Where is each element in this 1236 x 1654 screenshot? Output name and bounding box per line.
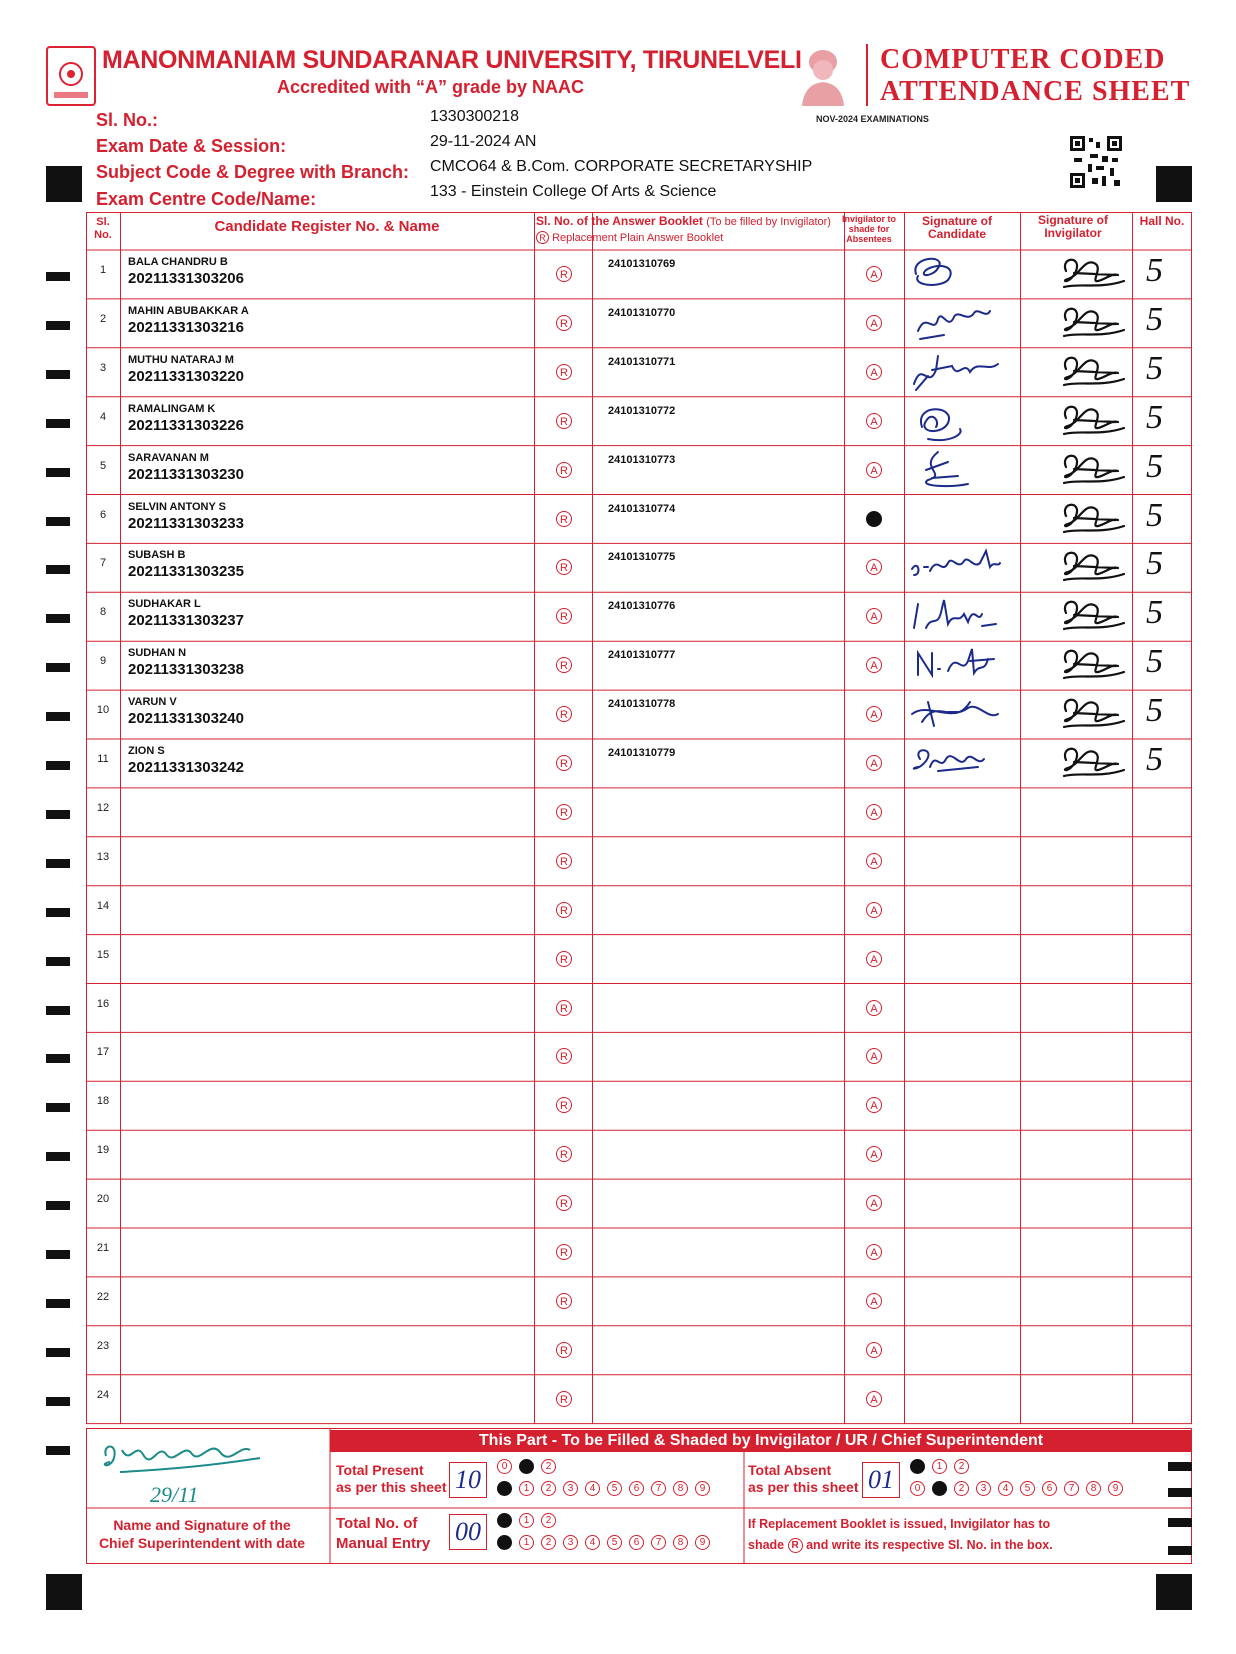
- digit-bubble-units[interactable]: 9: [695, 1481, 710, 1496]
- timing-mark: [46, 1006, 70, 1015]
- exam-date-value: 29-11-2024 AN: [430, 133, 537, 150]
- hall-number: 5: [1146, 545, 1163, 583]
- hall-number: 5: [1146, 594, 1163, 632]
- digit-bubble-tens[interactable]: [497, 1513, 512, 1528]
- manual-entry-label-1: Total No. of: [336, 1515, 418, 1532]
- timing-mark: [46, 663, 70, 672]
- row-number: 18: [96, 1095, 110, 1108]
- replacement-bubble: R: [556, 1097, 572, 1113]
- row-number: 23: [96, 1339, 110, 1352]
- invigilator-signature: [1060, 693, 1130, 737]
- absentee-bubble: A: [866, 559, 882, 575]
- register-number: 20211331303226: [128, 416, 244, 434]
- digit-bubble-units[interactable]: 9: [695, 1535, 710, 1550]
- replacement-note-shade: shade: [748, 1538, 785, 1552]
- total-present-label-1: Total Present: [336, 1462, 424, 1478]
- digit-bubble-units[interactable]: 4: [585, 1481, 600, 1496]
- timing-mark: [46, 1201, 70, 1210]
- booklet-number: 24101310779: [608, 747, 676, 759]
- digit-bubble-tens[interactable]: 0: [497, 1459, 512, 1474]
- row-number: 5: [99, 459, 107, 472]
- replacement-bubble: R: [556, 1146, 572, 1162]
- timing-mark: [46, 272, 70, 281]
- absentee-bubble: A: [866, 1195, 882, 1211]
- register-number: 20211331303220: [128, 367, 244, 385]
- timing-mark: [46, 908, 70, 917]
- digit-bubble-units[interactable]: [497, 1535, 512, 1550]
- chief-label: [92, 1516, 312, 1552]
- booklet-number: 24101310777: [608, 649, 676, 662]
- timing-mark: [46, 810, 70, 819]
- exam-date-label: Exam Date & Session:: [96, 136, 287, 156]
- timing-mark: [46, 370, 70, 379]
- timing-mark: [46, 712, 70, 721]
- row-number: 8: [99, 606, 107, 619]
- replacement-bubble: R: [556, 951, 572, 967]
- digit-bubble-units[interactable]: 5: [1020, 1481, 1035, 1496]
- timing-mark: [46, 419, 70, 428]
- accreditation-text: Accredited with “A” grade by NAAC: [277, 77, 585, 97]
- candidate-signature: [908, 741, 1008, 785]
- attendance-table-grid: [86, 212, 1192, 1428]
- candidate-name: SUBASH B: [128, 549, 186, 562]
- replacement-bubble: R: [556, 1048, 572, 1064]
- row-number: 16: [96, 997, 110, 1010]
- replacement-bubble: R: [556, 315, 572, 331]
- absentee-bubble: A: [866, 1342, 882, 1358]
- digit-bubble-units[interactable]: 2: [541, 1535, 556, 1550]
- header-booklet-note: (To be filled by Invigilator): [706, 216, 831, 228]
- register-number: 20211331303206: [128, 270, 244, 287]
- candidate-signature: [908, 545, 1008, 589]
- digit-bubble-units[interactable]: 3: [563, 1535, 578, 1550]
- register-number: 20211331303240: [128, 710, 244, 728]
- hall-number: 5: [1146, 300, 1163, 338]
- timing-mark: [46, 321, 70, 330]
- absentee-bubble: A: [866, 1146, 882, 1162]
- digit-bubble-units[interactable]: 0: [910, 1481, 925, 1496]
- booklet-number: 24101310774: [608, 502, 676, 515]
- timing-mark: [1168, 1462, 1192, 1471]
- registration-mark: [1156, 1574, 1192, 1610]
- timing-mark: [46, 468, 70, 477]
- sheet-title-line1: COMPUTER CODED: [880, 44, 1166, 75]
- booklet-number: 24101310773: [608, 453, 676, 466]
- booklet-number: 24101310769: [608, 258, 676, 270]
- replacement-bubble: R: [556, 706, 572, 722]
- total-absent-label-2: as per this sheet: [748, 1479, 859, 1495]
- chief-date: 29/11: [150, 1482, 199, 1507]
- register-number: 20211331303237: [128, 612, 244, 630]
- register-number: 20211331303238: [128, 661, 244, 679]
- replacement-bubble: R: [556, 804, 572, 820]
- replacement-bubble: R: [556, 364, 572, 380]
- booklet-number: 24101310776: [608, 600, 676, 613]
- candidate-signature: [908, 399, 1008, 443]
- timing-mark: [46, 761, 70, 770]
- centre-value: 133 - Einstein College Of Arts & Science: [430, 183, 717, 200]
- header-booklet-title: Sl. No. of the Answer Booklet: [536, 214, 703, 228]
- centre-label: Exam Centre Code/Name:: [96, 189, 317, 209]
- digit-bubble-units[interactable]: 9: [1108, 1481, 1123, 1496]
- invigilator-signature: [1060, 400, 1130, 444]
- register-number: 20211331303230: [128, 465, 244, 483]
- header-sl-no: Sl. No.: [94, 216, 112, 241]
- replacement-note-rest: and write its respective Sl. No. in the box.: [806, 1538, 1053, 1552]
- total-absent-box: 01: [862, 1462, 900, 1498]
- digit-bubble-units[interactable]: 1: [519, 1535, 534, 1550]
- absentee-bubble: A: [866, 853, 882, 869]
- register-number: 20211331303235: [128, 563, 244, 581]
- row-number: 12: [96, 801, 110, 814]
- booklet-number: 24101310778: [608, 698, 676, 711]
- candidate-name: ZION S: [128, 745, 165, 757]
- absentee-bubble: A: [866, 657, 882, 673]
- replacement-bubble: R: [556, 853, 572, 869]
- row-number: 3: [99, 361, 107, 374]
- replacement-r-bubble: R: [788, 1538, 803, 1553]
- university-title: MANONMANIAM SUNDARANAR UNIVERSITY, TIRUNELVELI: [102, 46, 802, 74]
- candidate-signature: [908, 350, 1008, 394]
- hall-number: 5: [1146, 741, 1163, 778]
- hall-number: 5: [1146, 349, 1163, 387]
- absentee-bubble: A: [866, 755, 882, 771]
- digit-bubble-units[interactable]: 6: [629, 1481, 644, 1496]
- total-present-label: [336, 1462, 447, 1496]
- digit-bubble-units[interactable]: 2: [541, 1481, 556, 1496]
- header-divider: [866, 44, 868, 106]
- part-banner: This Part - To be Filled & Shaded by Invigilator / UR / Chief Superintendent: [330, 1430, 1192, 1452]
- row-number: 13: [96, 850, 110, 863]
- digit-bubble-units[interactable]: 8: [673, 1481, 688, 1496]
- hall-number: 5: [1146, 692, 1163, 730]
- manual-entry-label: [336, 1514, 430, 1554]
- manual-entry-label-2: Manual Entry: [336, 1535, 431, 1552]
- absentee-bubble: A: [866, 902, 882, 918]
- row-number: 11: [97, 753, 109, 765]
- candidate-name: MAHIN ABUBAKKAR A: [128, 304, 249, 317]
- absentee-bubble: A: [866, 706, 882, 722]
- row-number: 19: [96, 1144, 110, 1157]
- hall-number: 5: [1146, 643, 1163, 681]
- timing-mark: [46, 614, 70, 623]
- absentee-bubble: A: [866, 364, 882, 380]
- timing-mark: [1168, 1546, 1192, 1555]
- absentee-bubble: A: [866, 1000, 882, 1016]
- replacement-bubble: R: [556, 1293, 572, 1309]
- chief-label-line1: Name and Signature of the: [113, 1517, 291, 1533]
- invigilator-signature: [1060, 546, 1130, 590]
- candidate-signature: [908, 594, 1008, 638]
- header-replacement: [536, 231, 836, 245]
- digit-bubble-tens[interactable]: 2: [541, 1459, 556, 1474]
- booklet-number: 24101310771: [608, 355, 676, 368]
- row-number: 1: [99, 264, 107, 276]
- replacement-note: [748, 1514, 1053, 1556]
- absentee-bubble: A: [866, 413, 882, 429]
- total-absent-label: [748, 1462, 859, 1496]
- subject-label: Subject Code & Degree with Branch:: [96, 162, 410, 182]
- digit-bubble-units[interactable]: [932, 1481, 947, 1496]
- absentee-bubble: A: [866, 1293, 882, 1309]
- replacement-note-line2: [748, 1535, 1053, 1556]
- digit-bubble-tens[interactable]: 1: [519, 1513, 534, 1528]
- invigilator-signature: [1060, 302, 1130, 346]
- header-replacement-text: Replacement Plain Answer Booklet: [552, 232, 724, 244]
- invigilator-signature: [1060, 742, 1130, 786]
- timing-mark: [46, 517, 70, 526]
- hall-number: 5: [1146, 447, 1163, 485]
- digit-bubble-units[interactable]: 2: [954, 1481, 969, 1496]
- row-number: 6: [99, 508, 107, 521]
- digit-bubble-tens[interactable]: 2: [541, 1513, 556, 1528]
- total-present-box: 10: [449, 1462, 487, 1498]
- digit-bubble-units[interactable]: 5: [607, 1481, 622, 1496]
- sl-no-value: 1330300218: [430, 108, 519, 125]
- candidate-name: VARUN V: [128, 696, 177, 709]
- replacement-bubble: R: [556, 1000, 572, 1016]
- digit-bubble-units[interactable]: 6: [629, 1535, 644, 1550]
- replacement-bubble: R: [556, 1195, 572, 1211]
- replacement-bubble: R: [556, 755, 572, 771]
- exam-name: NOV-2024 EXAMINATIONS: [816, 114, 929, 124]
- timing-mark: [46, 1152, 70, 1161]
- replacement-bubble-icon: R: [536, 231, 549, 244]
- candidate-name: SUDHAN N: [128, 647, 187, 660]
- sl-no-label: Sl. No.:: [96, 110, 158, 130]
- qr-code-icon: [1070, 136, 1122, 188]
- absentee-bubble: A: [866, 804, 882, 820]
- digit-bubble-tens[interactable]: 1: [932, 1459, 947, 1474]
- digit-bubble-units[interactable]: 6: [1042, 1481, 1057, 1496]
- replacement-bubble: R: [556, 608, 572, 624]
- header-booklet: [536, 215, 836, 229]
- candidate-name: SELVIN ANTONY S: [128, 500, 227, 513]
- absentee-bubble: A: [866, 951, 882, 967]
- absentee-bubble: A: [866, 1048, 882, 1064]
- absentee-bubble: A: [866, 1244, 882, 1260]
- timing-mark: [46, 1103, 70, 1112]
- timing-mark: [46, 1348, 70, 1357]
- row-number: 2: [99, 312, 107, 325]
- replacement-note-line1: If Replacement Booklet is issued, Invigilator has to: [748, 1517, 1051, 1531]
- digit-bubble-units[interactable]: 8: [673, 1535, 688, 1550]
- replacement-bubble: R: [556, 462, 572, 478]
- candidate-name: MUTHU NATARAJ M: [128, 353, 234, 366]
- register-number: 20211331303216: [128, 318, 244, 336]
- absentee-bubble: A: [866, 315, 882, 331]
- absentee-bubble: A: [866, 462, 882, 478]
- row-number: 4: [99, 410, 107, 423]
- digit-bubble-units[interactable]: [497, 1481, 512, 1496]
- row-number: 10: [96, 704, 110, 717]
- digit-bubble-units[interactable]: 7: [1064, 1481, 1079, 1496]
- candidate-name: RAMALINGAM K: [128, 402, 216, 415]
- header-candidate: Candidate Register No. & Name: [214, 218, 440, 235]
- digit-bubble-units[interactable]: 4: [585, 1535, 600, 1550]
- invigilator-signature: [1060, 253, 1130, 297]
- timing-mark: [46, 565, 70, 574]
- founder-portrait: [794, 44, 852, 106]
- sheet-title: [880, 44, 1190, 108]
- row-number: 7: [99, 557, 107, 570]
- digit-bubble-units[interactable]: 3: [976, 1481, 991, 1496]
- header-sig-invigilator: Signature of Invigilator: [1037, 213, 1108, 240]
- digit-bubble-tens[interactable]: 2: [954, 1459, 969, 1474]
- header-invigilator-shade: Invigilator to shade for Absentees: [842, 214, 896, 244]
- row-number: 22: [96, 1290, 110, 1303]
- digit-bubble-units[interactable]: 7: [651, 1535, 666, 1550]
- digit-bubble-units[interactable]: 1: [519, 1481, 534, 1496]
- header-sig-candidate: Signature of Candidate: [921, 214, 992, 241]
- hall-number: 5: [1146, 496, 1163, 534]
- chief-label-line2: Chief Superintendent with date: [98, 1535, 306, 1551]
- subject-value: CMCO64 & B.Com. CORPORATE SECRETARYSHIP: [430, 158, 813, 175]
- digit-bubble-units[interactable]: 3: [563, 1481, 578, 1496]
- timing-mark: [46, 1446, 70, 1455]
- registration-mark: [1156, 166, 1192, 202]
- timing-mark: [46, 1397, 70, 1406]
- chief-signature: [100, 1436, 280, 1508]
- row-number: 9: [99, 655, 107, 668]
- hall-number: 5: [1146, 252, 1163, 289]
- candidate-signature: [908, 448, 1008, 492]
- row-number: 17: [96, 1046, 110, 1059]
- replacement-bubble: R: [556, 1391, 572, 1407]
- invigilator-signature: [1060, 449, 1130, 493]
- digit-bubble-tens[interactable]: [910, 1459, 925, 1474]
- university-logo: [46, 46, 96, 106]
- digit-bubble-units[interactable]: 7: [651, 1481, 666, 1496]
- replacement-bubble: R: [556, 413, 572, 429]
- invigilator-signature: [1060, 644, 1130, 688]
- replacement-bubble: R: [556, 1342, 572, 1358]
- booklet-number: 24101310772: [608, 404, 676, 417]
- total-absent-label-1: Total Absent: [748, 1462, 832, 1478]
- invigilator-signature: [1060, 595, 1130, 639]
- timing-mark: [1168, 1518, 1192, 1527]
- candidate-signature: [908, 301, 1008, 345]
- replacement-bubble: R: [556, 902, 572, 918]
- manual-entry-box: 00: [449, 1514, 487, 1550]
- candidate-signature: [908, 692, 1008, 736]
- register-number: 20211331303242: [128, 759, 244, 776]
- digit-bubble-units[interactable]: 8: [1086, 1481, 1101, 1496]
- replacement-bubble: R: [556, 559, 572, 575]
- total-present-label-2: as per this sheet: [336, 1479, 447, 1495]
- registration-mark: [46, 166, 82, 202]
- absentee-bubble: A: [866, 1097, 882, 1113]
- digit-bubble-units[interactable]: 5: [607, 1535, 622, 1550]
- replacement-bubble: R: [556, 657, 572, 673]
- timing-mark: [46, 859, 70, 868]
- timing-mark: [1168, 1488, 1192, 1497]
- candidate-signature: [908, 643, 1008, 687]
- replacement-bubble: R: [556, 1244, 572, 1260]
- timing-mark: [46, 957, 70, 966]
- booklet-number: 24101310775: [608, 551, 676, 564]
- row-number: 24: [96, 1388, 110, 1401]
- hall-number: 5: [1146, 398, 1163, 436]
- timing-mark: [46, 1054, 70, 1063]
- row-number: 21: [96, 1242, 110, 1254]
- timing-mark: [46, 1250, 70, 1259]
- digit-bubble-tens[interactable]: [519, 1459, 534, 1474]
- replacement-bubble: R: [556, 511, 572, 527]
- header-hall: Hall No.: [1139, 214, 1185, 228]
- register-number: 20211331303233: [128, 514, 244, 532]
- row-number: 20: [96, 1193, 110, 1206]
- row-number: 15: [96, 948, 110, 961]
- invigilator-signature: [1060, 498, 1130, 542]
- candidate-name: SUDHAKAR L: [128, 598, 201, 611]
- row-number: 14: [96, 899, 110, 912]
- absentee-bubble: A: [866, 608, 882, 624]
- absentee-bubble: A: [866, 1391, 882, 1407]
- candidate-name: BALA CHANDRU B: [128, 256, 228, 268]
- absentee-bubble: A: [866, 511, 882, 527]
- candidate-signature: [908, 252, 1008, 296]
- replacement-bubble: R: [556, 266, 572, 282]
- booklet-number: 24101310770: [608, 306, 676, 319]
- timing-mark: [46, 1299, 70, 1308]
- absentee-bubble: A: [866, 266, 882, 282]
- digit-bubble-units[interactable]: 4: [998, 1481, 1013, 1496]
- registration-mark: [46, 1574, 82, 1610]
- candidate-name: SARAVANAN M: [128, 451, 209, 464]
- sheet-title-line2: ATTENDANCE SHEET: [880, 76, 1191, 107]
- invigilator-signature: [1060, 351, 1130, 395]
